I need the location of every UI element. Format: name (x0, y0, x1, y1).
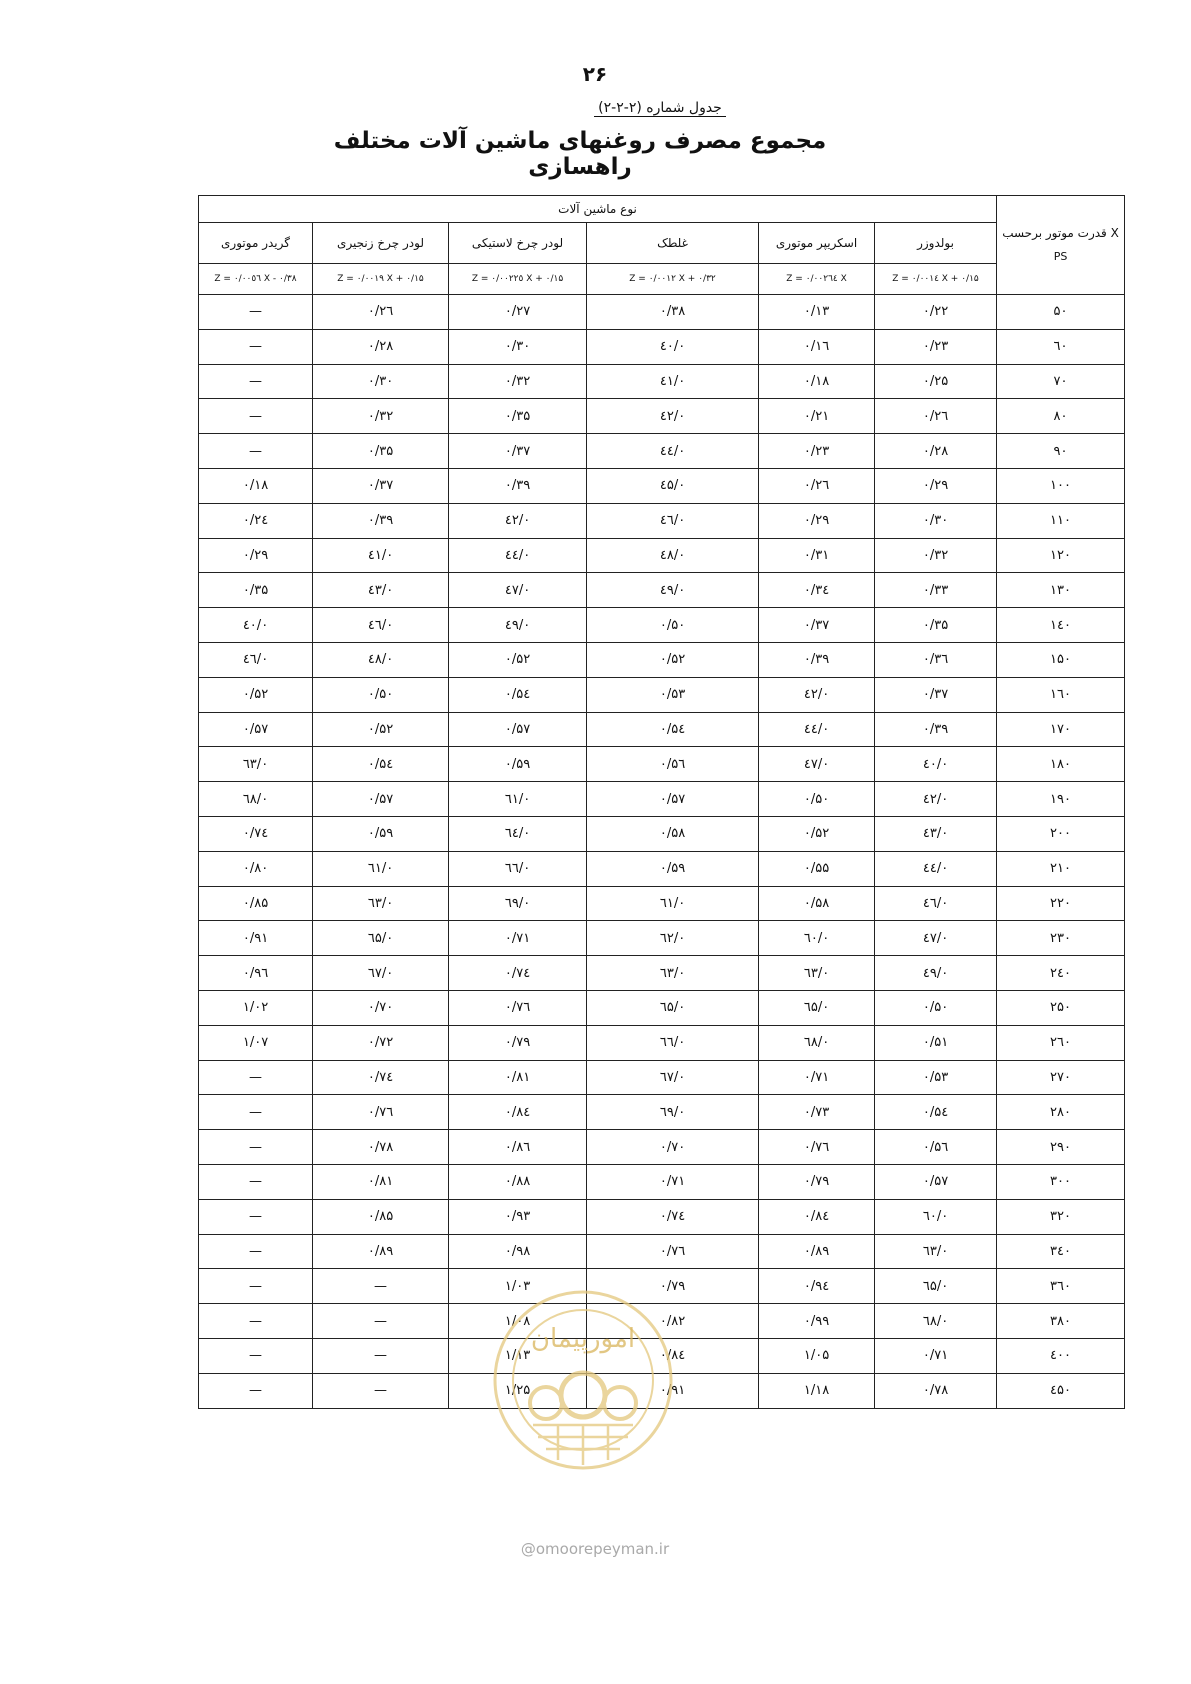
value-cell: ۰/۷۱ (587, 1164, 759, 1199)
value-cell: ۰/۲۸ (875, 434, 997, 469)
value-cell: ۰/۵٤ (875, 1095, 997, 1130)
power-cell: ۳٤۰ (997, 1234, 1125, 1269)
power-cell: ۱۸۰ (997, 747, 1125, 782)
formula-cell: Z = ۰/۰۰۱۹ X + ۰/۱۵ (313, 264, 449, 295)
power-cell: ۱۰۰ (997, 468, 1125, 503)
power-column-header (997, 196, 1125, 295)
machine-type-group-header: نوع ماشین آلات (199, 196, 997, 223)
value-cell: ۱/۰۸ (449, 1304, 587, 1339)
value-cell: ۰/۲۹ (199, 538, 313, 573)
value-cell: ۰/۵۷ (199, 712, 313, 747)
value-cell: ۰/٤٤ (759, 712, 875, 747)
value-cell: ۰/۹۱ (587, 1373, 759, 1408)
value-cell: ۰/۲۹ (759, 503, 875, 538)
value-cell: ۰/۳۲ (449, 364, 587, 399)
value-cell: — (199, 1199, 313, 1234)
power-cell: ۲۰۰ (997, 816, 1125, 851)
power-cell: ٤۰۰ (997, 1338, 1125, 1373)
value-cell: ۰/۱۳ (759, 295, 875, 330)
value-cell: — (313, 1304, 449, 1339)
value-cell: ۰/۳۷ (449, 434, 587, 469)
value-cell: ۰/۳۹ (449, 468, 587, 503)
value-cell: ۰/۵۰ (313, 677, 449, 712)
value-cell: ۰/٤۸ (587, 538, 759, 573)
value-cell: ۰/٦۳ (199, 747, 313, 782)
value-cell: ۰/۵۲ (199, 677, 313, 712)
value-cell: ۰/۲۳ (759, 434, 875, 469)
value-cell: — (199, 1130, 313, 1165)
table-row (199, 782, 1125, 817)
value-cell: ۰/٦٤ (449, 816, 587, 851)
value-cell: ۱/۰۲ (199, 990, 313, 1025)
value-cell: ۰/٦۵ (313, 921, 449, 956)
value-cell: ۰/٦۲ (587, 921, 759, 956)
value-cell: ۰/۷٤ (449, 956, 587, 991)
machine-name-header: لودر چرخ زنجیری (313, 223, 449, 264)
value-cell: ۰/۵۱ (875, 1025, 997, 1060)
value-cell: ۰/۷٦ (313, 1095, 449, 1130)
value-cell: ۰/٤۲ (875, 782, 997, 817)
table-row (199, 468, 1125, 503)
value-cell: ۰/۳۳ (875, 573, 997, 608)
value-cell: ۰/٦۳ (875, 1234, 997, 1269)
value-cell: ۰/۷۱ (759, 1060, 875, 1095)
value-cell: ۰/۳٦ (875, 642, 997, 677)
value-cell: ۰/۲۸ (313, 329, 449, 364)
value-cell: ۰/٦۵ (875, 1269, 997, 1304)
power-column-label: X قدرت موتور برحسب (1002, 226, 1119, 240)
power-cell: ۲۳۰ (997, 921, 1125, 956)
value-cell: ۱/۱۳ (449, 1338, 587, 1373)
value-cell: ۰/۸۱ (449, 1060, 587, 1095)
value-cell: ۰/۳۵ (199, 573, 313, 608)
value-cell: ۰/٤۷ (875, 921, 997, 956)
value-cell: — (199, 1304, 313, 1339)
value-cell: ۰/۹۹ (759, 1304, 875, 1339)
power-cell: ۳۰۰ (997, 1164, 1125, 1199)
value-cell: ۰/۷۹ (449, 1025, 587, 1060)
power-cell: ۲۵۰ (997, 990, 1125, 1025)
value-cell: ۰/۱۸ (759, 364, 875, 399)
value-cell: ۰/۵۸ (587, 816, 759, 851)
value-cell: ۰/٤۹ (587, 573, 759, 608)
value-cell: ۱/۰۵ (759, 1338, 875, 1373)
value-cell: ۰/۵٤ (449, 677, 587, 712)
table-row (199, 956, 1125, 991)
power-cell: ۱۵۰ (997, 642, 1125, 677)
value-cell: ۰/٦٦ (449, 851, 587, 886)
power-cell: ۲٦۰ (997, 1025, 1125, 1060)
table-row (199, 329, 1125, 364)
value-cell: ۰/۳۲ (875, 538, 997, 573)
value-cell: ۰/۵۷ (313, 782, 449, 817)
value-cell: ۰/۲۹ (875, 468, 997, 503)
value-cell: ۰/۷٤ (587, 1199, 759, 1234)
formula-cell: Z = ۰/۰۰۲٦٤ X (759, 264, 875, 295)
value-cell: ۰/٦٦ (587, 1025, 759, 1060)
machine-name-header: بولدوزر (875, 223, 997, 264)
value-cell: ۰/٤۸ (313, 642, 449, 677)
value-cell: ۰/٤۰ (587, 329, 759, 364)
value-cell: ۰/٦۹ (449, 886, 587, 921)
value-cell: ۰/۱٦ (759, 329, 875, 364)
page-title: مجموع مصرف روغنهای ماشین آلات مختلف راهسازی (333, 128, 827, 180)
table-row (199, 503, 1125, 538)
value-cell: — (199, 1373, 313, 1408)
table-row (199, 573, 1125, 608)
value-cell: ۰/۵٤ (313, 747, 449, 782)
value-cell: ۰/۵۹ (587, 851, 759, 886)
value-cell: ۰/۸۵ (313, 1199, 449, 1234)
value-cell: ۰/۲٤ (199, 503, 313, 538)
value-cell: ۰/۵۳ (875, 1060, 997, 1095)
value-cell: ۰/۲۳ (875, 329, 997, 364)
value-cell: ۰/۵۲ (313, 712, 449, 747)
value-cell: ۰/٤٤ (587, 434, 759, 469)
value-cell: ۰/۲٦ (313, 295, 449, 330)
value-cell: — (199, 329, 313, 364)
value-cell: ۰/۸۲ (587, 1304, 759, 1339)
value-cell: ۰/۵۳ (587, 677, 759, 712)
value-cell: ۰/٦۹ (587, 1095, 759, 1130)
power-cell: ۸۰ (997, 399, 1125, 434)
power-cell: ۱۱۰ (997, 503, 1125, 538)
value-cell: ۰/۳۲ (313, 399, 449, 434)
power-cell: ٦۰ (997, 329, 1125, 364)
table-row (199, 538, 1125, 573)
value-cell: — (199, 1234, 313, 1269)
power-cell: ۱۷۰ (997, 712, 1125, 747)
value-cell: ۰/٤۹ (449, 608, 587, 643)
value-cell: ۰/٤۵ (587, 468, 759, 503)
value-cell: — (199, 1338, 313, 1373)
power-cell: ۱۲۰ (997, 538, 1125, 573)
table-caption-text: جدول شماره (۲-۲-۲) (594, 100, 726, 117)
power-cell: ۲۷۰ (997, 1060, 1125, 1095)
value-cell: ۰/۹۱ (199, 921, 313, 956)
value-cell: ۰/٤٤ (875, 851, 997, 886)
value-cell: ۰/۷۲ (313, 1025, 449, 1060)
power-cell: ۵۰ (997, 295, 1125, 330)
value-cell: ۰/۳۷ (875, 677, 997, 712)
power-cell: ۱۹۰ (997, 782, 1125, 817)
value-cell: ۰/٦۸ (875, 1304, 997, 1339)
value-cell: ۰/۵٦ (875, 1130, 997, 1165)
value-cell: ۰/۷۱ (875, 1338, 997, 1373)
value-cell: ۰/۷۱ (449, 921, 587, 956)
value-cell: ۰/٤۷ (449, 573, 587, 608)
oil-consumption-table (198, 195, 1125, 1409)
value-cell: ۰/٤۱ (313, 538, 449, 573)
value-cell: ۰/٤۹ (875, 956, 997, 991)
value-cell: ۰/۵٦ (587, 747, 759, 782)
machine-names-row (199, 223, 1125, 264)
value-cell: ۰/۵۵ (759, 851, 875, 886)
power-cell: ۳۲۰ (997, 1199, 1125, 1234)
value-cell: — (199, 399, 313, 434)
value-cell: ۰/۲٦ (759, 468, 875, 503)
table-row (199, 1025, 1125, 1060)
value-cell: ۰/٦۳ (313, 886, 449, 921)
value-cell: ۰/۳۰ (449, 329, 587, 364)
power-cell: ۲٤۰ (997, 956, 1125, 991)
value-cell: ۰/۵۰ (587, 608, 759, 643)
value-cell: ۰/٦۰ (759, 921, 875, 956)
value-cell: ۰/۲٦ (875, 399, 997, 434)
power-cell: ۲۸۰ (997, 1095, 1125, 1130)
table-row (199, 851, 1125, 886)
value-cell: — (199, 1095, 313, 1130)
value-cell: — (199, 1060, 313, 1095)
table-row (199, 1164, 1125, 1199)
table-row (199, 399, 1125, 434)
value-cell: ۰/٤٦ (587, 503, 759, 538)
value-cell: — (199, 295, 313, 330)
value-cell: ۰/۵۰ (759, 782, 875, 817)
value-cell: ۰/٦۰ (875, 1199, 997, 1234)
table-row (199, 1060, 1125, 1095)
value-cell: — (199, 434, 313, 469)
table-row (199, 921, 1125, 956)
value-cell: ۰/۷۰ (313, 990, 449, 1025)
value-cell: ۰/۷٦ (587, 1234, 759, 1269)
machine-name-header: لودر چرخ لاستیکی (449, 223, 587, 264)
table-row (199, 1095, 1125, 1130)
table-row (199, 816, 1125, 851)
value-cell: ۰/۳۵ (313, 434, 449, 469)
value-cell: ۰/۹٤ (759, 1269, 875, 1304)
value-cell: ۰/۷۸ (875, 1373, 997, 1408)
value-cell: ۰/٤٦ (875, 886, 997, 921)
value-cell: ۰/۷٤ (313, 1060, 449, 1095)
power-cell: ۷۰ (997, 364, 1125, 399)
value-cell: — (313, 1373, 449, 1408)
value-cell: ۰/۸٤ (449, 1095, 587, 1130)
power-cell: ۲۱۰ (997, 851, 1125, 886)
value-cell: ۰/٤۰ (199, 608, 313, 643)
value-cell: ۰/٤٦ (199, 642, 313, 677)
value-cell: ۰/۳۰ (875, 503, 997, 538)
value-cell: ۰/۸٤ (587, 1338, 759, 1373)
value-cell: ۰/۷٤ (199, 816, 313, 851)
machine-name-header: گریدر موتوری (199, 223, 313, 264)
page-number: ۲۶ (582, 62, 608, 86)
formula-row (199, 264, 1125, 295)
table-row (199, 642, 1125, 677)
power-cell: ۳۸۰ (997, 1304, 1125, 1339)
value-cell: ۰/۵۲ (449, 642, 587, 677)
value-cell: ۰/۳۹ (313, 503, 449, 538)
value-cell: ۰/٦۳ (759, 956, 875, 991)
value-cell: — (313, 1338, 449, 1373)
value-cell: ۰/۵۲ (759, 816, 875, 851)
value-cell: ۰/۹۳ (449, 1199, 587, 1234)
table-body (199, 295, 1125, 1409)
value-cell: ۰/٤۳ (313, 573, 449, 608)
value-cell: ۰/٦۷ (313, 956, 449, 991)
value-cell: ۰/۸۱ (313, 1164, 449, 1199)
power-column-unit: PS (1053, 250, 1068, 263)
table-row (199, 1234, 1125, 1269)
value-cell: ۰/٤۳ (875, 816, 997, 851)
value-cell: ۰/۳۷ (313, 468, 449, 503)
value-cell: ۰/۵۷ (587, 782, 759, 817)
value-cell: ۱/۰۳ (449, 1269, 587, 1304)
value-cell: ۰/۱۸ (199, 468, 313, 503)
machine-name-header: غلطک (587, 223, 759, 264)
value-cell: ۰/۲۱ (759, 399, 875, 434)
value-cell: ۰/۸۹ (759, 1234, 875, 1269)
value-cell: ۰/۵٤ (587, 712, 759, 747)
value-cell: ۰/۵۰ (875, 990, 997, 1025)
table-row (199, 1199, 1125, 1234)
table-row (199, 295, 1125, 330)
value-cell: ۰/۵۲ (587, 642, 759, 677)
value-cell: ۰/۷۸ (313, 1130, 449, 1165)
formula-cell: Z = ۰/۰۰۱٤ X + ۰/۱۵ (875, 264, 997, 295)
power-cell: ۲۲۰ (997, 886, 1125, 921)
value-cell: ۰/۳۹ (759, 642, 875, 677)
watermark-seal-icon (488, 1285, 678, 1475)
power-cell: ۱٤۰ (997, 608, 1125, 643)
value-cell: ۰/۷۳ (759, 1095, 875, 1130)
table-row (199, 990, 1125, 1025)
power-cell: ۲۹۰ (997, 1130, 1125, 1165)
value-cell: ۰/۸٤ (759, 1199, 875, 1234)
value-cell: ۰/٦۱ (313, 851, 449, 886)
table-row (199, 364, 1125, 399)
value-cell: ۰/۸۸ (449, 1164, 587, 1199)
value-cell: ۰/٦۵ (587, 990, 759, 1025)
value-cell: ۰/۷٦ (759, 1130, 875, 1165)
value-cell: ۰/٦۱ (449, 782, 587, 817)
table-row (199, 1130, 1125, 1165)
value-cell: ۰/۲۵ (875, 364, 997, 399)
power-cell: ۳٦۰ (997, 1269, 1125, 1304)
value-cell: ۰/٤۲ (587, 399, 759, 434)
power-cell: ۱٦۰ (997, 677, 1125, 712)
value-cell: ۰/٤۱ (587, 364, 759, 399)
value-cell: ۰/۹۸ (449, 1234, 587, 1269)
value-cell: ۰/۷۹ (759, 1164, 875, 1199)
value-cell: ۰/٦۵ (759, 990, 875, 1025)
watermark-seal-text: امورپیمان (530, 1324, 636, 1354)
value-cell: ۰/۵۸ (759, 886, 875, 921)
table-row (199, 747, 1125, 782)
value-cell: ۰/٤۰ (875, 747, 997, 782)
value-cell: ۰/۳۸ (587, 295, 759, 330)
value-cell: ۰/۷۰ (587, 1130, 759, 1165)
value-cell: ۰/۳۵ (449, 399, 587, 434)
value-cell: — (199, 1269, 313, 1304)
formula-cell: Z = ۰/۰۰٥٦ X - ۰/٣٨ (199, 264, 313, 295)
value-cell: ۰/٤٦ (313, 608, 449, 643)
value-cell: ۰/٤٤ (449, 538, 587, 573)
value-cell: ۰/۸٦ (449, 1130, 587, 1165)
table-caption (560, 100, 760, 116)
value-cell: — (199, 364, 313, 399)
value-cell: ۰/۵۹ (313, 816, 449, 851)
value-cell: ۰/۳۱ (759, 538, 875, 573)
value-cell: ۰/٤۲ (449, 503, 587, 538)
value-cell: ۱/۱۸ (759, 1373, 875, 1408)
value-cell: ۰/۲۲ (875, 295, 997, 330)
value-cell: ۰/٦۸ (199, 782, 313, 817)
value-cell: — (313, 1269, 449, 1304)
value-cell: ۰/۳۰ (313, 364, 449, 399)
formula-cell: Z = ۰/۰۰۱٢ X + ۰/۳۲ (587, 264, 759, 295)
table-row (199, 886, 1125, 921)
value-cell: ۰/۸۵ (199, 886, 313, 921)
power-cell: ٤۵۰ (997, 1373, 1125, 1408)
table-row (199, 712, 1125, 747)
value-cell: ۰/۷٦ (449, 990, 587, 1025)
value-cell: ۰/۵۷ (875, 1164, 997, 1199)
table-row (199, 608, 1125, 643)
value-cell: ۰/٦۳ (587, 956, 759, 991)
watermark-url: @omoorepeyman.ir (520, 1540, 670, 1558)
formula-cell: Z = ۰/۰۰۲٢٥ X + ۰/۱۵ (449, 264, 587, 295)
machine-name-header: اسکریپر موتوری (759, 223, 875, 264)
power-cell: ۱۳۰ (997, 573, 1125, 608)
value-cell: ۰/۹٦ (199, 956, 313, 991)
value-cell: ۱/۰۷ (199, 1025, 313, 1060)
value-cell: ۰/٦۸ (759, 1025, 875, 1060)
value-cell: ۰/۳۷ (759, 608, 875, 643)
value-cell: ۰/۵۷ (449, 712, 587, 747)
value-cell: ۰/۳۹ (875, 712, 997, 747)
value-cell: ۰/۸۰ (199, 851, 313, 886)
power-cell: ۹۰ (997, 434, 1125, 469)
value-cell: ۰/۳٤ (759, 573, 875, 608)
value-cell: ۱/۲۵ (449, 1373, 587, 1408)
value-cell: ۰/۲۷ (449, 295, 587, 330)
value-cell: ۰/٦۱ (587, 886, 759, 921)
value-cell: ۰/۳۵ (875, 608, 997, 643)
value-cell: ۰/٦۷ (587, 1060, 759, 1095)
value-cell: ۰/۸۹ (313, 1234, 449, 1269)
value-cell: — (199, 1164, 313, 1199)
value-cell: ۰/۷۹ (587, 1269, 759, 1304)
value-cell: ۰/٤۲ (759, 677, 875, 712)
table-row (199, 434, 1125, 469)
table-row (199, 677, 1125, 712)
value-cell: ۰/۵۹ (449, 747, 587, 782)
value-cell: ۰/٤۷ (759, 747, 875, 782)
